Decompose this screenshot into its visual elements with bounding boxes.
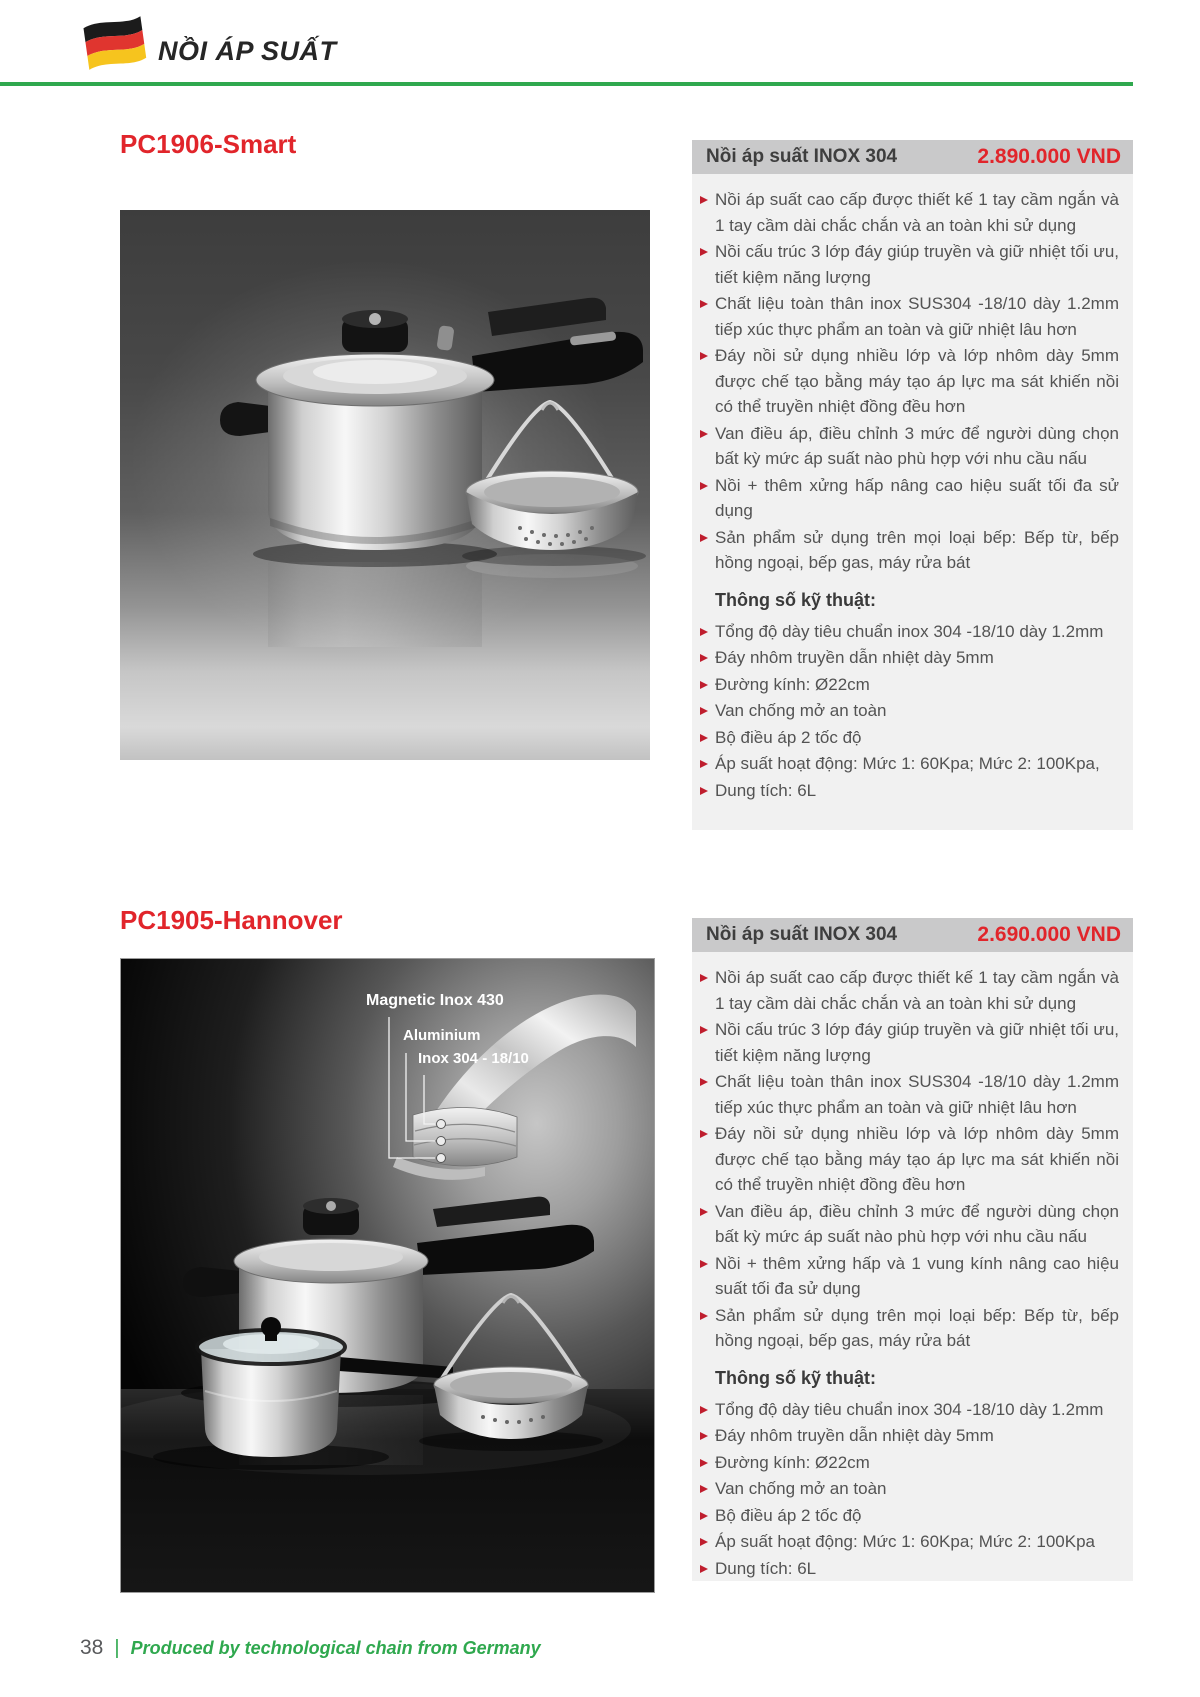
layer-label-magnetic-inox: Magnetic Inox 430 bbox=[366, 992, 504, 1009]
product-model: PC1906-Smart bbox=[120, 129, 297, 159]
feature-item bbox=[699, 1121, 1119, 1198]
panel-title: Nồi áp suất INOX 304 bbox=[706, 924, 898, 945]
spec-text: Bộ điều áp 2 tốc độ bbox=[715, 1505, 862, 1525]
page-title: NỒI ÁP SUẤT bbox=[158, 36, 337, 66]
spec-item bbox=[699, 1423, 1119, 1449]
feature-text: Chất liệu toàn thân inox SUS304 -18/10 dày 1.2mm tiếp xúc thực phẩm an toàn và giữ nhiệt lâu hơn bbox=[715, 1072, 1119, 1117]
pressure-cooker-illustration bbox=[120, 210, 650, 760]
feature-text: Đáy nồi sử dụng nhiều lớp và lớp nhôm dày 5mm được chế tạo bằng máy tạo áp lực ma sát khiến nồi có thể truyền nhiệt đồng đều hơn bbox=[715, 346, 1119, 416]
specs-title: Thông số kỹ thuật: bbox=[715, 1367, 876, 1388]
spec-text: Đường kính: Ø22cm bbox=[715, 674, 870, 694]
spec-item bbox=[699, 1476, 1119, 1502]
feature-item bbox=[699, 343, 1119, 420]
spec-item bbox=[699, 1450, 1119, 1476]
spec-item bbox=[699, 698, 1119, 724]
feature-text: Nồi cấu trúc 3 lớp đáy giúp truyền và giữ nhiệt tối ưu, tiết kiệm năng lượng bbox=[715, 242, 1119, 287]
feature-text: Van điều áp, điều chỉnh 3 mức để người dùng chọn bất kỳ mức áp suất nào phù hợp với nhu cầu nấu bbox=[715, 423, 1119, 468]
feature-item bbox=[699, 421, 1119, 472]
spec-item bbox=[699, 1503, 1119, 1529]
pressure-cooker-set-illustration bbox=[121, 959, 654, 1592]
spec-item bbox=[699, 619, 1119, 645]
product-info-panel bbox=[692, 918, 1133, 1581]
feature-text: Nồi áp suất cao cấp được thiết kế 1 tay cầm ngắn và 1 tay cầm dài chắc chắn và an toàn khi sử dụng bbox=[715, 968, 1119, 1013]
spec-item bbox=[699, 778, 1119, 804]
spec-item bbox=[699, 1556, 1119, 1582]
feature-list bbox=[692, 952, 1133, 1354]
spec-text: Đáy nhôm truyền dẫn nhiệt dày 5mm bbox=[715, 648, 994, 667]
spec-text: Đáy nhôm truyền dẫn nhiệt dày 5mm bbox=[715, 1426, 994, 1445]
spec-text: Bộ điều áp 2 tốc độ bbox=[715, 727, 862, 747]
feature-item bbox=[699, 1069, 1119, 1120]
product-price: 2.690.000 VND bbox=[977, 923, 1121, 946]
feature-item bbox=[699, 1199, 1119, 1250]
spec-text: Dung tích: 6L bbox=[715, 1558, 817, 1578]
feature-item bbox=[699, 187, 1119, 238]
feature-item bbox=[699, 291, 1119, 342]
spec-item bbox=[699, 751, 1119, 777]
feature-item bbox=[699, 473, 1119, 524]
spec-list bbox=[692, 1395, 1133, 1582]
feature-text: Chất liệu toàn thân inox SUS304 -18/10 dày 1.2mm tiếp xúc thực phẩm an toàn và giữ nhiệt lâu hơn bbox=[715, 294, 1119, 339]
feature-text: Nồi + thêm xửng hấp nâng cao hiệu suất tối đa sử dụng bbox=[715, 475, 1119, 520]
feature-text: Sản phẩm sử dụng trên mọi loại bếp: Bếp từ, bếp hồng ngoại, bếp gas, máy rửa bát bbox=[715, 1305, 1119, 1350]
product-model: PC1905-Hannover bbox=[120, 905, 343, 935]
feature-text: Sản phẩm sử dụng trên mọi loại bếp: Bếp từ, bếp hồng ngoại, bếp gas, máy rửa bát bbox=[715, 527, 1119, 572]
spec-text: Van chống mở an toàn bbox=[715, 701, 887, 720]
product-info-panel bbox=[692, 140, 1133, 830]
product-photo bbox=[120, 210, 650, 760]
spec-text: Áp suất hoạt động: Mức 1: 60Kpa; Mức 2: 100Kpa bbox=[715, 1532, 1095, 1551]
spec-item bbox=[699, 1397, 1119, 1423]
footer-tagline: Produced by technological chain from Germany bbox=[130, 1637, 541, 1658]
page-footer bbox=[80, 1636, 541, 1660]
product-photo bbox=[120, 958, 655, 1593]
spec-item bbox=[699, 672, 1119, 698]
spec-list bbox=[692, 617, 1133, 804]
footer-separator: | bbox=[114, 1636, 120, 1659]
feature-item bbox=[699, 1251, 1119, 1302]
panel-header-bar bbox=[692, 140, 1133, 174]
feature-item bbox=[699, 1017, 1119, 1068]
feature-text: Đáy nồi sử dụng nhiều lớp và lớp nhôm dày 5mm được chế tạo bằng máy tạo áp lực ma sát khiến nồi có thể truyền nhiệt đồng đều hơn bbox=[715, 1124, 1119, 1194]
feature-text: Nồi áp suất cao cấp được thiết kế 1 tay cầm ngắn và 1 tay cầm dài chắc chắn và an toàn khi sử dụng bbox=[715, 190, 1119, 235]
layer-label-aluminium: Aluminium bbox=[403, 1027, 481, 1044]
feature-text: Van điều áp, điều chỉnh 3 mức để người dùng chọn bất kỳ mức áp suất nào phù hợp với nhu cầu nấu bbox=[715, 1201, 1119, 1246]
panel-title: Nồi áp suất INOX 304 bbox=[706, 146, 898, 167]
spec-text: Tổng độ dày tiêu chuẩn inox 304 -18/10 dày 1.2mm bbox=[715, 1399, 1104, 1419]
spec-text: Tổng độ dày tiêu chuẩn inox 304 -18/10 dày 1.2mm bbox=[715, 621, 1104, 641]
spec-item bbox=[699, 645, 1119, 671]
feature-item bbox=[699, 239, 1119, 290]
panel-header-bar bbox=[692, 918, 1133, 952]
spec-text: Áp suất hoạt động: Mức 1: 60Kpa; Mức 2: 100Kpa, bbox=[715, 754, 1100, 773]
layer-label-inox-304: Inox 304 - 18/10 bbox=[418, 1050, 529, 1067]
spec-text: Dung tích: 6L bbox=[715, 780, 817, 800]
feature-item bbox=[699, 525, 1119, 576]
feature-text: Nồi + thêm xửng hấp và 1 vung kính nâng cao hiệu suất tối đa sử dụng bbox=[715, 1253, 1119, 1298]
specs-title: Thông số kỹ thuật: bbox=[715, 589, 876, 610]
feature-text: Nồi cấu trúc 3 lớp đáy giúp truyền và giữ nhiệt tối ưu, tiết kiệm năng lượng bbox=[715, 1020, 1119, 1065]
feature-list bbox=[692, 174, 1133, 576]
spec-item bbox=[699, 1529, 1119, 1555]
feature-item bbox=[699, 965, 1119, 1016]
header-divider bbox=[0, 82, 1133, 86]
product-price: 2.890.000 VND bbox=[977, 145, 1121, 168]
spec-item bbox=[699, 725, 1119, 751]
feature-item bbox=[699, 1303, 1119, 1354]
page-number: 38 bbox=[80, 1636, 104, 1659]
germany-flag-icon bbox=[80, 14, 150, 74]
spec-text: Đường kính: Ø22cm bbox=[715, 1452, 870, 1472]
spec-text: Van chống mở an toàn bbox=[715, 1479, 887, 1498]
